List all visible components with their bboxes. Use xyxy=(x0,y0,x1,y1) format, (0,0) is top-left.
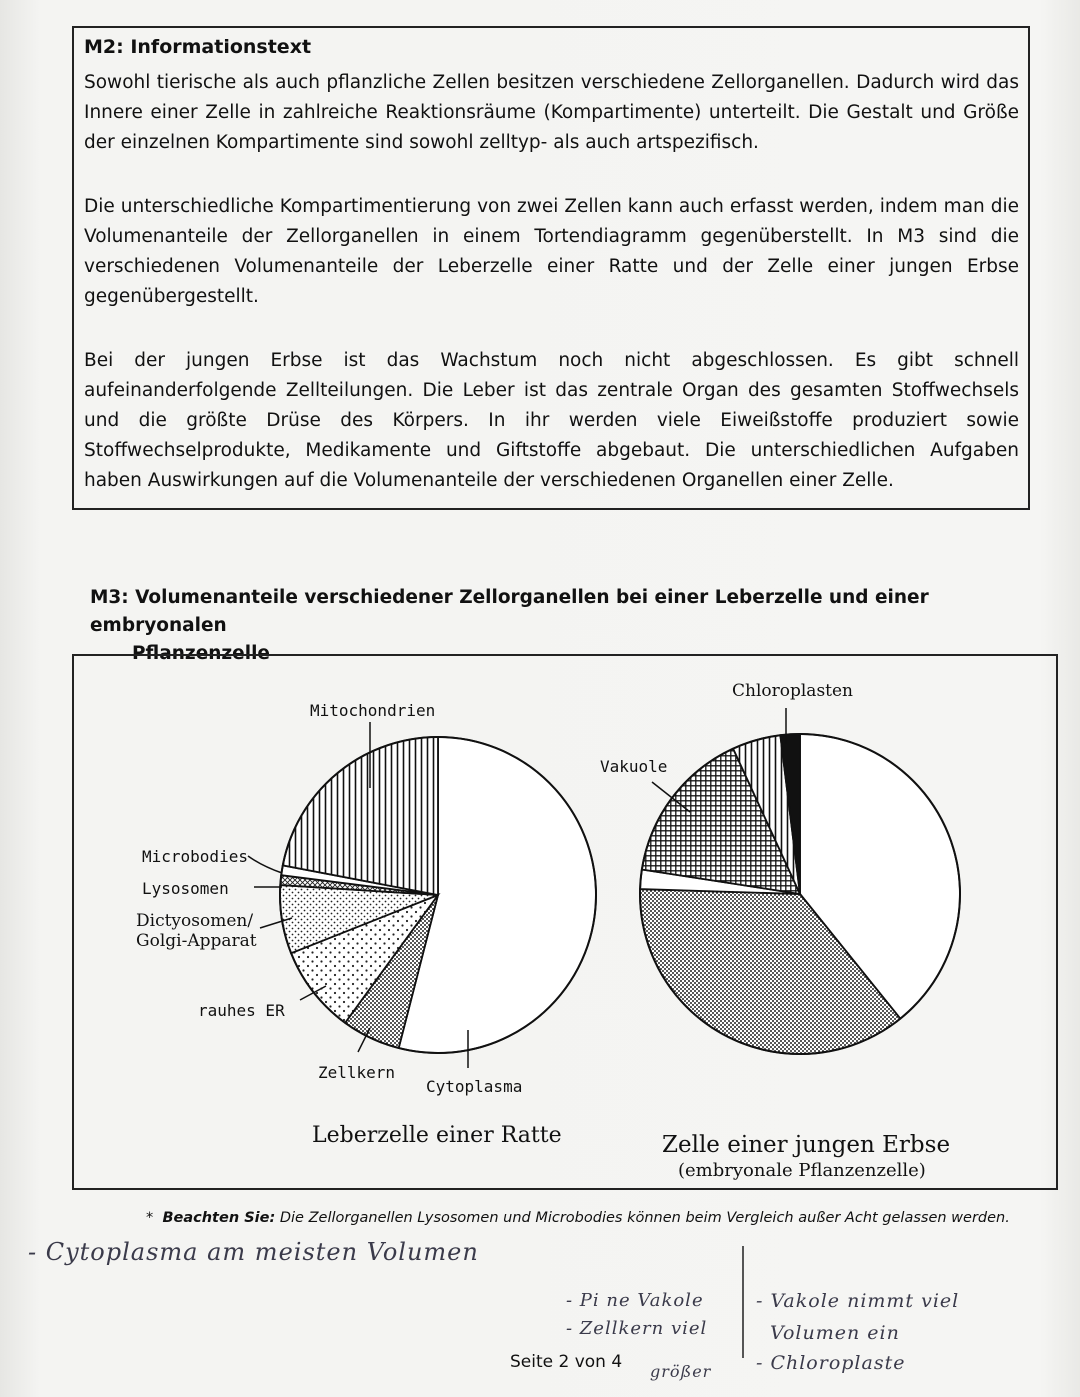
pie-right xyxy=(640,734,960,1054)
label-zellkern: Zellkern xyxy=(318,1063,396,1082)
note-asterisk: * xyxy=(146,1210,163,1226)
label-golgi-apparat: Golgi-Apparat xyxy=(136,931,257,951)
handwriting-mid1: - Pi ne Vakole xyxy=(566,1290,704,1311)
note-text: Die Zellorganellen Lysosomen und Microbodies können beim Vergleich außer Acht gelassen werden. xyxy=(279,1210,1010,1226)
handwriting-right2: Volumen ein xyxy=(770,1322,900,1344)
label-lysosomen: Lysosomen xyxy=(142,879,229,898)
label-vakuole: Vakuole xyxy=(600,757,668,776)
page-footer: Seite 2 von 4 xyxy=(510,1352,623,1372)
label-mitochondrien: Mitochondrien xyxy=(310,701,436,720)
handwriting-mid3: größer xyxy=(650,1362,712,1381)
handwriting-right1: - Vakole nimmt viel xyxy=(756,1290,960,1312)
handwriting-right3: - Chloroplaste xyxy=(756,1352,906,1374)
note xyxy=(146,1210,1010,1226)
m2-paragraph-2: Die unterschiedliche Kompartimentierung von zwei Zellen kann auch erfasst werden, indem man die Volumenanteile der Zellorganellen in einem Tortendiagramm gegenüberstellt. In M3 sind die verschiedenen Volumenanteile der Leberzelle einer Ratte und der Zelle einer jungen Erbse gegenübergestellt. xyxy=(84,196,1019,307)
label-microbodies: Microbodies xyxy=(142,847,248,866)
m3-title-line2: Pflanzenzelle xyxy=(132,643,270,664)
label-chloroplasten: Chloroplasten xyxy=(732,681,854,701)
label-cytoplasma: Cytoplasma xyxy=(426,1077,523,1096)
caption-left: Leberzelle einer Ratte xyxy=(312,1123,562,1148)
m2-paragraph-1: Sowohl tierische als auch pflanzliche Zellen besitzen verschiedene Zellorganellen. Dadurch wird das Innere einer Zelle in zahlreiche Reaktionsräume (Kompartimente) unterteilt. Die Gestalt und Größe der einzelnen Kompartimente sind sowohl zelltyp- als auch artspezifisch. xyxy=(84,72,1019,153)
label-rauhes-er: rauhes ER xyxy=(198,1001,285,1020)
label-dictyosomen: Dictyosomen/ xyxy=(136,911,254,931)
m2-paragraph-3: Bei der jungen Erbse ist das Wachstum noch nicht abgeschlossen. Es gibt schnell aufeinanderfolgende Zellteilungen. Die Leber ist das zentrale Organ des gesamten Stoffwechsels und die größte Drüse des Körpers. In ihr werden viele Eiweißstoffe produziert sowie Stoffwechselprodukte, Medikamente und Giftstoffe abgebaut. Die unterschiedlichen Aufgaben haben Auswirkungen auf die Volumenanteile der verschiedenen Organellen einer Zelle. xyxy=(84,350,1019,491)
note-prefix: Beachten Sie: xyxy=(162,1210,276,1226)
m2-title: M2: Informationstext xyxy=(84,36,312,58)
handwriting-divider xyxy=(742,1246,744,1358)
caption-right: Zelle einer jungen Erbse xyxy=(662,1132,951,1158)
handwriting-line1: - Cytoplasma am meisten Volumen xyxy=(28,1238,479,1266)
pie-left xyxy=(280,737,596,1053)
m3-title-line1: M3: Volumenanteile verschiedener Zellorganellen bei einer Leberzelle und einer embryonalen xyxy=(90,587,929,636)
handwriting-mid2: - Zellkern viel xyxy=(566,1318,708,1339)
caption-right-sub: (embryonale Pflanzenzelle) xyxy=(678,1160,926,1181)
leader-microbodies xyxy=(248,856,282,873)
